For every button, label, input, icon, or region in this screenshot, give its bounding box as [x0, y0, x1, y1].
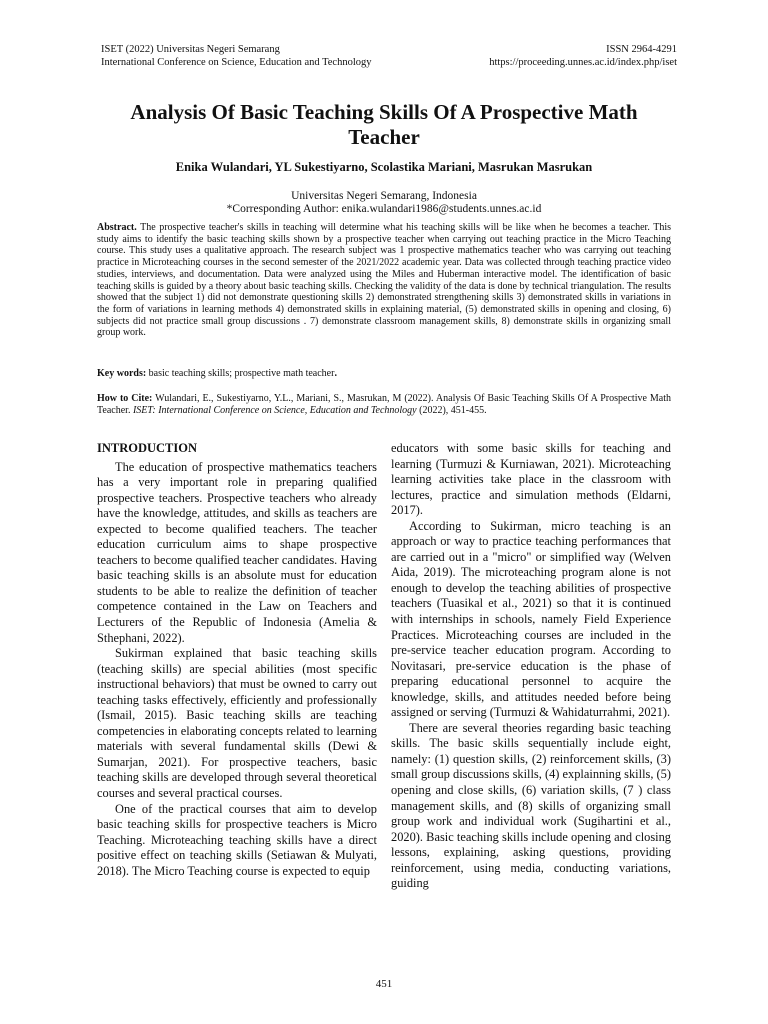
running-header-left — [101, 43, 372, 69]
journal-url[interactable]: https://proceeding.unnes.ac.id/index.php/iset — [489, 57, 677, 68]
how-to-cite — [97, 393, 671, 417]
keywords-text: basic teaching skills; prospective math teacher — [148, 368, 335, 379]
title-line-2: Teacher — [348, 125, 420, 149]
cite-text: Wulandari, E., Sukestiyarno, Y.L., Mariani, S., Masrukan, M (2022). Analysis Of Basic Teaching Skills Of A Prospective Math Teacher. — [97, 393, 671, 416]
abstract — [97, 222, 671, 339]
cite-tail: (2022), 451-455. — [419, 405, 487, 416]
author-list: Enika Wulandari, YL Sukestiyarno, Scolastika Mariani, Masrukan Masrukan — [175, 160, 593, 174]
left-column — [97, 441, 377, 879]
paper-title — [80, 100, 688, 150]
introduction-heading: INTRODUCTION — [97, 441, 198, 455]
cite-journal: ISET: International Conference on Science, Education and Technology — [132, 405, 417, 416]
conference-fullname: International Conference on Science, Education and Technology — [101, 57, 372, 68]
right-column — [391, 441, 671, 892]
paragraph: educators with some basic skills for teaching and learning (Turmuzi & Kurniawan, 2021). Microteaching learning activities take place in the classroom with lectures, practice and simulation methods (Eldarni, 2017). — [391, 441, 671, 518]
running-header-right — [489, 43, 677, 69]
affiliation-block — [80, 190, 688, 216]
corresponding-author: *Corresponding Author: enika.wulandari1986@students.unnes.ac.id — [226, 203, 542, 215]
abstract-text: The prospective teacher's skills in teaching will determine what his teaching skills will be like when he becomes a teacher. This study aims to identify the basic teaching skills shown by a prospective teacher when carrying out teaching practice in the Micro Teaching course. This study uses a qualitative approach. The research subject was 1 prospective mathematics teacher who was carrying out teaching practice in Microteaching courses in the second semester of the 2021/2022 academic year. Data was collected through teaching practice video studies, interviews, and documentation. Data were analyzed using the Miles and Huberman interactive model. The identification of basic teaching skills is guided by a theory about basic teaching skills. Checking the validity of the data is done by technical triangulation. The results showed that the subject 1) did not demonstrate questioning skills 2) demonstrated strengthening skills 3) demonstrated skills in variations in the form of variations in learning methods 4) demonstrated skills in explaining material, (5) demonstrated skills in opening and closing, 6) subjects did not practice small group discussions . 7) demonstrate classroom management skills, 8) demonstrate skills in organizing small group work. — [97, 222, 671, 339]
issn: ISSN 2964-4291 — [606, 44, 677, 55]
affiliation: Universitas Negeri Semarang, Indonesia — [291, 190, 477, 202]
paragraph: The education of prospective mathematics teachers has a very important role in preparing qualified prospective teachers. Prospective teachers who already have the knowledge, attitudes, and skills as teachers are expected to become qualified teachers. The teacher education curriculum aims to shape prospective teachers to become qualified teacher candidates. Having basic teaching skills is an absolute must for education students to be able to realize the definition of teacher competence contained in the Law on Teachers and Lecturers of the Republic of Indonesia (Amelia & Sthephani, 2022). — [97, 459, 377, 645]
paragraph: According to Sukirman, micro teaching is an approach or way to practice teaching performances that are carried out in a "micro" or simplified way (Welven Aida, 2019). The microteaching program alone is not enough to develop the teaching abilities of prospective teachers (Tuasikal et al., 2021) so that it is continued with internships in schools, namely Field Experience Practices. Microteaching courses are included in the pre-service teacher education program. According to Novitasari, pre-service education is the phase of preparing educational personnel to acquire the knowledge, skills, and attitudes needed before being assigned or serving (Turmuzi & Wahidaturrahmi, 2021). — [391, 518, 671, 720]
cite-label: How to Cite: — [97, 393, 153, 404]
page-number: 451 — [375, 978, 393, 990]
keywords — [97, 368, 671, 379]
title-line-1: Analysis Of Basic Teaching Skills Of A Prospective Math — [130, 100, 638, 124]
paragraph: One of the practical courses that aim to develop basic teaching skills for prospective teachers is Micro Teaching. Microteaching teaching skills have a direct positive effect on teaching skills (Setiawan & Mulyati, 2018). The Micro Teaching course is expected to equip — [97, 801, 377, 878]
conference-name: ISET (2022) Universitas Negeri Semarang — [101, 44, 280, 55]
paragraph: Sukirman explained that basic teaching skills (teaching skills) are special abilities (most specific instructional behaviors) that must be owned to carry out teaching tasks effectively, efficiently and professionally (Ismail, 2015). Basic teaching skills are teaching competencies in elaborating concepts related to learning materials with several fundamental skills (Dewi & Sumarjan, 2021). For prospective teachers, basic teaching skills are developed through several theoretical courses and several practical courses. — [97, 646, 377, 801]
abstract-label: Abstract. — [97, 222, 137, 233]
keywords-label: Key words: — [97, 368, 147, 379]
keywords-end: . — [334, 368, 337, 379]
paragraph: There are several theories regarding basic teaching skills. The basic skills sequentially include eight, namely: (1) question skills, (2) reinforcement skills, (3) small group discussions skills, (4) explainning skills, (5) opening and close skills, (6) variation skills, (7 ) class management skills, and (8) skills of organizing small group work and individual work (Sugihartini et al., 2020). Basic teaching skills include opening and closing lessons, explaining, asking questions, providing reinforcement, using media, conducting variations, guiding — [391, 720, 671, 891]
